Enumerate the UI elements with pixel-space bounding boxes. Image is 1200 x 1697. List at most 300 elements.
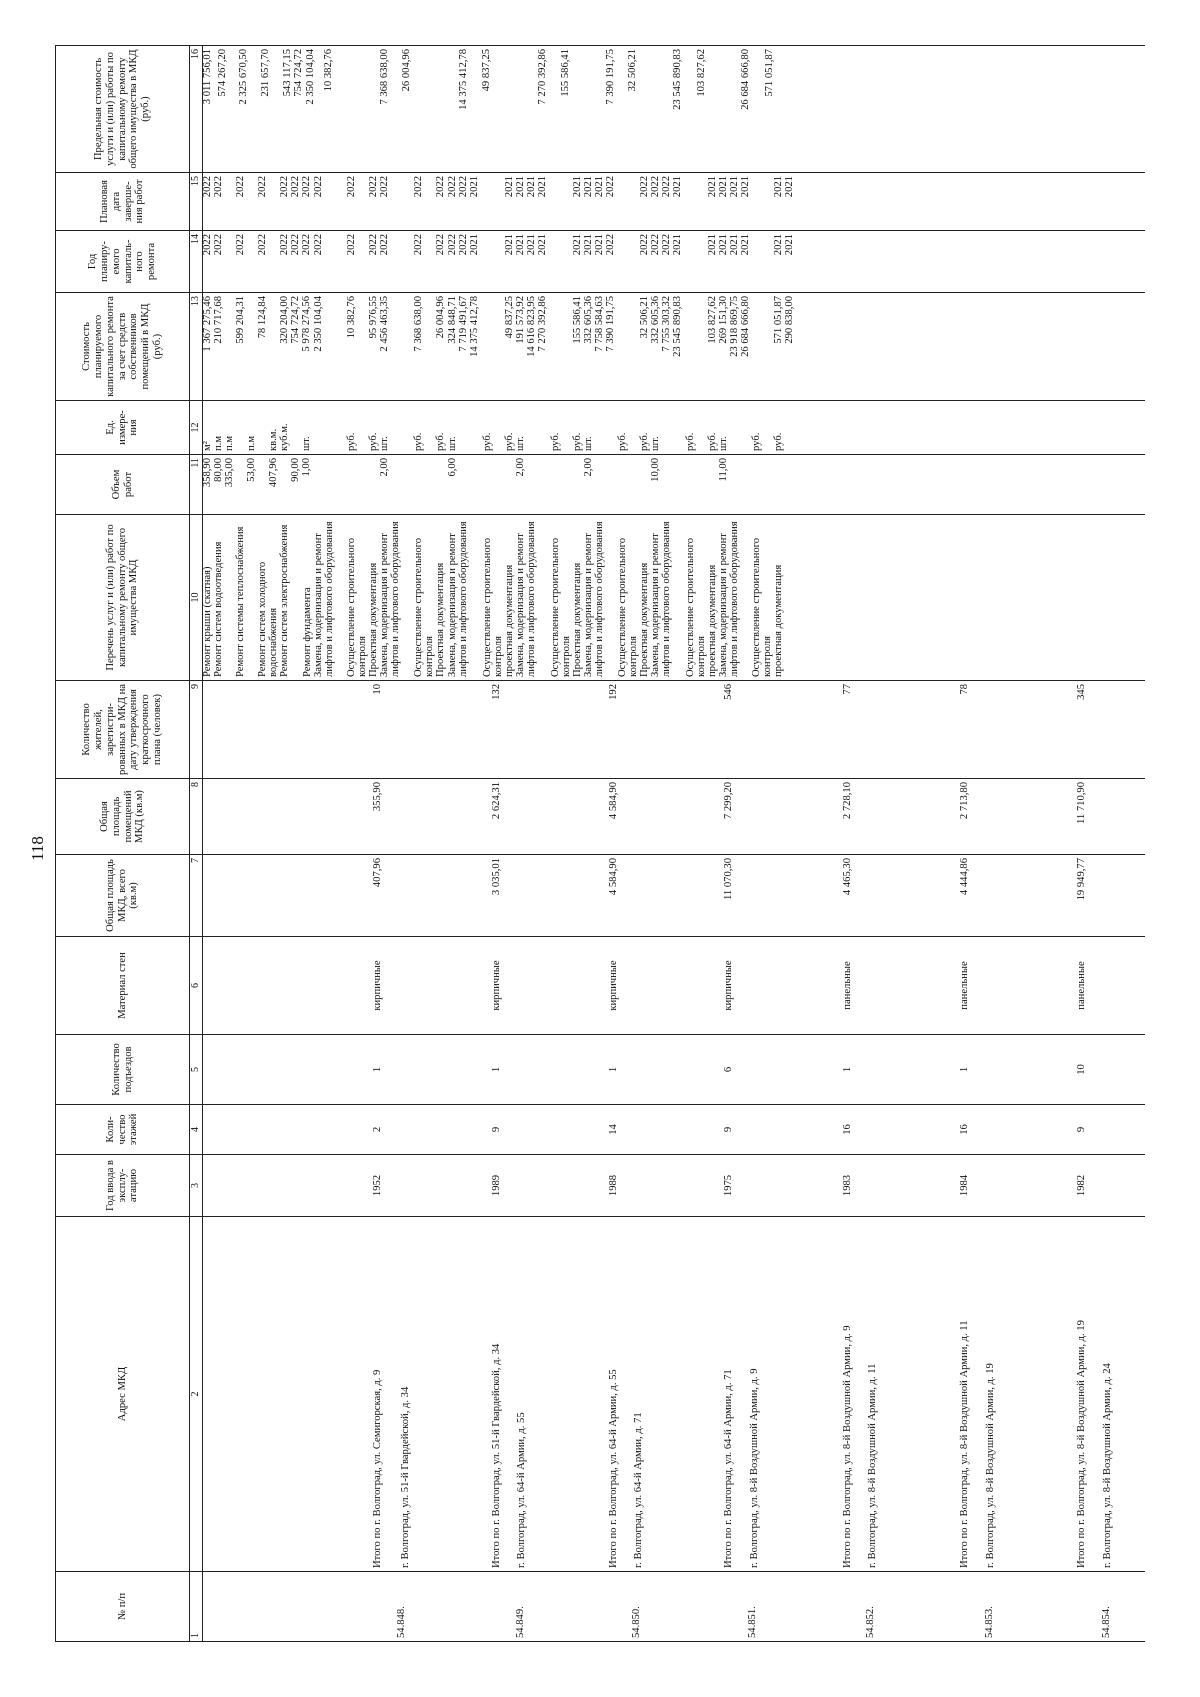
col3-entry: 1983 bbox=[842, 1174, 853, 1197]
col4-entry: 9 bbox=[1076, 1126, 1087, 1133]
column-content bbox=[203, 1108, 1145, 1151]
col16-entry: 231 657,70 bbox=[260, 49, 271, 97]
col13-entry: 10 382,76 bbox=[346, 296, 357, 339]
col15-entry: 2022 bbox=[605, 176, 616, 198]
body-cell-col10 bbox=[203, 515, 1146, 681]
col2-entry: г. Волгоград, ул. 51-й Гвардейской, д. 34 bbox=[400, 1386, 411, 1568]
col16-entry: 10 382,76 bbox=[323, 49, 334, 92]
col10-entry: Проектная документация bbox=[368, 562, 379, 677]
header-cell: Адрес МКД bbox=[56, 1217, 190, 1572]
col6-entry: панельные bbox=[1076, 961, 1087, 1010]
col13-entry: 320 204,00 bbox=[279, 296, 290, 344]
col11-entry: 358,90 bbox=[202, 458, 213, 488]
column-number: 2 bbox=[190, 1217, 203, 1572]
column-content bbox=[203, 518, 1145, 677]
col15-entry: 2021 bbox=[515, 176, 526, 198]
col11-entry: 90,00 bbox=[290, 458, 301, 482]
col4-entry: 2 bbox=[372, 1126, 383, 1133]
col12-entry: руб. bbox=[751, 432, 762, 451]
col14-entry: 2021 bbox=[784, 234, 795, 256]
col10-entry: Замена, модернизация и ремонт лифтов и лифтового оборудования bbox=[583, 521, 605, 677]
col13-entry: 5 978 274,56 bbox=[301, 296, 312, 352]
col16-entry: 26 004,96 bbox=[401, 49, 412, 92]
body-cell-col3 bbox=[203, 1155, 1146, 1217]
col7-entry: 19 949,77 bbox=[1076, 858, 1087, 901]
col2-entry: г. Волгоград, ул. 8-й Воздушной Армии, д. 11 bbox=[867, 1363, 878, 1568]
col8-entry: 11 710,90 bbox=[1076, 782, 1087, 824]
col10-entry: Осуществление строительного контроля bbox=[617, 537, 639, 677]
col13-entry: 23 918 869,75 bbox=[729, 296, 740, 357]
col6-entry: кирпичные bbox=[372, 960, 383, 1011]
col9-entry: 77 bbox=[842, 684, 853, 695]
column-number: 4 bbox=[190, 1105, 203, 1155]
col6-entry: кирпичные bbox=[491, 960, 502, 1011]
col15-entry: 2022 bbox=[413, 176, 424, 198]
column-number-row bbox=[190, 46, 203, 1642]
col15-entry: 2021 bbox=[718, 176, 729, 198]
col12-entry: руб. bbox=[639, 432, 650, 451]
col14-entry: 2021 bbox=[773, 234, 784, 256]
col15-entry: 2021 bbox=[504, 176, 515, 198]
col8-entry: 2 624,31 bbox=[491, 782, 502, 820]
col13-entry: 32 506,21 bbox=[639, 296, 650, 339]
col11-entry: 407,96 bbox=[268, 458, 279, 488]
col3-entry: 1982 bbox=[1076, 1174, 1087, 1197]
col12-entry: руб. bbox=[504, 432, 515, 451]
col9-entry: 78 bbox=[959, 684, 970, 695]
column-number: 7 bbox=[190, 855, 203, 937]
col1-entry: 54.854. bbox=[1101, 1606, 1112, 1638]
col3-entry: 1952 bbox=[372, 1174, 383, 1197]
col13-entry: 290 838,00 bbox=[784, 296, 795, 344]
col16-entry: 571 051,87 bbox=[764, 49, 775, 97]
col10-entry: Ремонт фундамента bbox=[302, 587, 313, 677]
col4-entry: 16 bbox=[842, 1124, 853, 1135]
header-cell: № п/п bbox=[56, 1572, 190, 1642]
col13-entry: 754 724,72 bbox=[290, 296, 301, 344]
col12-entry: п.м bbox=[213, 435, 224, 451]
col2-entry: г. Волгоград, ул. 8-й Воздушной Армии, д. 9 bbox=[749, 1368, 760, 1568]
col10-entry: Замена, модернизация и ремонт лифтов и лифтового оборудования bbox=[515, 521, 537, 677]
body-cell-col11 bbox=[203, 455, 1146, 515]
col14-entry: 2021 bbox=[594, 234, 605, 256]
col14-entry: 2021 bbox=[504, 234, 515, 256]
col12-entry: руб. bbox=[773, 432, 784, 451]
col12-entry: руб. bbox=[617, 432, 628, 451]
col12-entry: м² bbox=[202, 441, 213, 451]
col13-entry: 78 124,84 bbox=[257, 296, 268, 339]
col12-entry: шт. bbox=[583, 436, 594, 451]
col9-entry: 546 bbox=[723, 684, 734, 700]
header-cell: Год планиру-емого капиталь-ного ремонта bbox=[56, 231, 190, 293]
col15-entry: 2022 bbox=[458, 176, 469, 198]
header-cell: Коли-чество этажей bbox=[56, 1105, 190, 1155]
col1-entry: 54.848. bbox=[396, 1606, 407, 1638]
col11-entry: 10,00 bbox=[650, 458, 661, 482]
col10-entry: Осуществление строительного контроля bbox=[685, 537, 707, 677]
col2-entry: Итого по г. Волгоград, ул. 8-й Воздушной Армии, д. 9 bbox=[842, 1325, 853, 1568]
col13-entry: 14 375 412,78 bbox=[469, 296, 480, 357]
col14-entry: 2022 bbox=[458, 234, 469, 256]
col16-entry: 103 827,62 bbox=[696, 49, 707, 97]
col14-entry: 2022 bbox=[650, 234, 661, 256]
col16-entry: 14 375 412,78 bbox=[458, 49, 469, 110]
col15-entry: 2021 bbox=[526, 176, 537, 198]
col10-entry: Проектная документация bbox=[435, 562, 446, 677]
col14-entry: 2022 bbox=[447, 234, 458, 256]
col10-entry: Осуществление строительного контроля bbox=[550, 537, 572, 677]
column-content bbox=[203, 1575, 1145, 1638]
col16-entry: 574 267,20 bbox=[217, 49, 228, 97]
col14-entry: 2022 bbox=[290, 234, 301, 256]
col15-entry: 2021 bbox=[572, 176, 583, 198]
col15-entry: 2022 bbox=[213, 176, 224, 198]
col3-entry: 1975 bbox=[723, 1174, 734, 1197]
body-cell-col9 bbox=[203, 681, 1146, 779]
body-cell-col2 bbox=[203, 1217, 1146, 1572]
col12-entry: руб. bbox=[550, 432, 561, 451]
col12-entry: руб. bbox=[346, 432, 357, 451]
body-cell-col1 bbox=[203, 1572, 1146, 1642]
column-content bbox=[203, 404, 1145, 451]
col15-entry: 2021 bbox=[672, 176, 683, 198]
column-content bbox=[203, 296, 1145, 397]
col5-entry: 1 bbox=[842, 1066, 853, 1073]
col9-entry: 132 bbox=[491, 684, 502, 700]
col12-entry: руб. bbox=[435, 432, 446, 451]
col3-entry: 1984 bbox=[959, 1174, 970, 1197]
col11-entry: 2,00 bbox=[583, 458, 594, 477]
col12-entry: кв.м. bbox=[268, 428, 279, 451]
col7-entry: 4 444,86 bbox=[959, 858, 970, 896]
col13-entry: 2 350 104,04 bbox=[313, 296, 324, 352]
header-cell: Год ввода в эксплу-атацию bbox=[56, 1155, 190, 1217]
col10-entry: Ремонт крыши (скатная) bbox=[202, 566, 213, 677]
col12-entry: руб. bbox=[685, 432, 696, 451]
col15-entry: 2022 bbox=[346, 176, 357, 198]
column-content bbox=[203, 858, 1145, 933]
col15-entry: 2022 bbox=[301, 176, 312, 198]
header-cell: Общая площадь МКД, всего (кв.м) bbox=[56, 855, 190, 937]
col16-entry: 26 684 666,80 bbox=[740, 49, 751, 110]
column-content bbox=[203, 684, 1145, 775]
body-cell-col16 bbox=[203, 46, 1146, 173]
col13-entry: 7 719 491,67 bbox=[458, 296, 469, 352]
col10-entry: Замена, модернизация и ремонт лифтов и лифтового оборудования bbox=[650, 521, 672, 677]
col12-entry: руб. bbox=[368, 432, 379, 451]
header-cell: Количество подъездов bbox=[56, 1035, 190, 1105]
col11-entry: 80,00 bbox=[213, 458, 224, 482]
col14-entry: 2021 bbox=[729, 234, 740, 256]
body-cell-col6 bbox=[203, 937, 1146, 1035]
col2-entry: Итого по г. Волгоград, ул. 8-й Воздушной Армии, д. 19 bbox=[1076, 1320, 1087, 1568]
col10-entry: проектная документация bbox=[504, 564, 515, 677]
col13-entry: 571 051,87 bbox=[773, 296, 784, 344]
col13-entry: 155 586,41 bbox=[572, 296, 583, 344]
column-content bbox=[203, 176, 1145, 227]
col1-entry: 54.849. bbox=[515, 1606, 526, 1638]
col5-entry: 1 bbox=[491, 1066, 502, 1073]
col10-entry: Ремонт системы теплоснабжения bbox=[235, 526, 246, 677]
col15-entry: 2022 bbox=[650, 176, 661, 198]
column-number: 11 bbox=[190, 455, 203, 515]
header-cell: Количество жителей, зарегистри-рованных в МКД на дату утверждения краткосрочного плана (человек) bbox=[56, 681, 190, 779]
header-cell: Перечень услуг и (или) работ по капитальному ремонту общего имущества МКД bbox=[56, 515, 190, 681]
col6-entry: кирпичные bbox=[608, 960, 619, 1011]
col6-entry: кирпичные bbox=[723, 960, 734, 1011]
column-content bbox=[203, 49, 1145, 169]
col15-entry: 2021 bbox=[594, 176, 605, 198]
col13-entry: 7 755 303,32 bbox=[661, 296, 672, 352]
column-number: 9 bbox=[190, 681, 203, 779]
column-content bbox=[203, 1220, 1145, 1568]
col13-entry: 332 605,36 bbox=[583, 296, 594, 344]
col15-entry: 2021 bbox=[469, 176, 480, 198]
col14-entry: 2022 bbox=[435, 234, 446, 256]
header-cell: Объем работ bbox=[56, 455, 190, 515]
col5-entry: 10 bbox=[1076, 1064, 1087, 1075]
col15-entry: 2022 bbox=[379, 176, 390, 198]
col12-entry: руб. bbox=[707, 432, 718, 451]
body-cell-col12 bbox=[203, 401, 1146, 455]
col8-entry: 4 584,90 bbox=[608, 782, 619, 820]
column-number: 16 bbox=[190, 46, 203, 173]
col13-entry: 269 151,30 bbox=[718, 296, 729, 344]
header-cell: Ед. измере-ния bbox=[56, 401, 190, 455]
col15-entry: 2021 bbox=[537, 176, 548, 198]
col15-entry: 2022 bbox=[235, 176, 246, 198]
column-number: 5 bbox=[190, 1035, 203, 1105]
column-number: 10 bbox=[190, 515, 203, 681]
column-number: 14 bbox=[190, 231, 203, 293]
body-cell-col7 bbox=[203, 855, 1146, 937]
col15-entry: 2021 bbox=[740, 176, 751, 198]
col4-entry: 9 bbox=[723, 1126, 734, 1133]
col12-entry: шт. bbox=[301, 436, 312, 451]
col14-entry: 2022 bbox=[368, 234, 379, 256]
col9-entry: 10 bbox=[372, 684, 383, 695]
col8-entry: 7 299,20 bbox=[723, 782, 734, 820]
col10-entry: Замена, модернизация и ремонт лифтов и лифтового оборудования bbox=[313, 521, 335, 677]
column-number: 8 bbox=[190, 779, 203, 855]
repair-plan-table bbox=[55, 45, 1145, 1642]
col13-entry: 23 545 890,83 bbox=[672, 296, 683, 357]
col3-entry: 1988 bbox=[608, 1174, 619, 1197]
col13-entry: 26 684 666,80 bbox=[740, 296, 751, 357]
col13-entry: 210 717,68 bbox=[213, 296, 224, 344]
col7-entry: 407,96 bbox=[372, 858, 383, 888]
column-content bbox=[203, 458, 1145, 511]
col15-entry: 2021 bbox=[784, 176, 795, 198]
column-number: 6 bbox=[190, 937, 203, 1035]
col9-entry: 345 bbox=[1076, 684, 1087, 700]
col2-entry: Итого по г. Волгоград, ул. Семигорская, д. 9 bbox=[372, 1369, 383, 1568]
col15-entry: 2022 bbox=[313, 176, 324, 198]
col12-entry: шт. bbox=[650, 436, 661, 451]
col11-entry: 335,00 bbox=[224, 458, 235, 488]
col16-entry: 2 350 104,04 bbox=[305, 49, 316, 105]
column-content bbox=[203, 940, 1145, 1031]
col12-entry: шт. bbox=[515, 436, 526, 451]
col14-entry: 2022 bbox=[301, 234, 312, 256]
col14-entry: 2022 bbox=[257, 234, 268, 256]
col16-entry: 32 506,21 bbox=[627, 49, 638, 92]
col13-entry: 1 367 275,46 bbox=[202, 296, 213, 352]
col13-entry: 7 368 638,00 bbox=[413, 296, 424, 352]
column-content bbox=[203, 234, 1145, 289]
col13-entry: 2 456 463,35 bbox=[379, 296, 390, 352]
col16-entry: 49 837,25 bbox=[481, 49, 492, 92]
col14-entry: 2022 bbox=[661, 234, 672, 256]
col13-entry: 599 204,31 bbox=[235, 296, 246, 344]
table-body-row bbox=[203, 46, 1146, 1642]
col7-entry: 4 465,30 bbox=[842, 858, 853, 896]
body-cell-col13 bbox=[203, 293, 1146, 401]
col15-entry: 2022 bbox=[202, 176, 213, 198]
col4-entry: 14 bbox=[608, 1124, 619, 1135]
col14-entry: 2022 bbox=[639, 234, 650, 256]
col14-entry: 2021 bbox=[572, 234, 583, 256]
header-cell: Плановая дата заверше-ния работ bbox=[56, 173, 190, 231]
col15-entry: 2022 bbox=[639, 176, 650, 198]
col13-entry: 49 837,25 bbox=[504, 296, 515, 339]
col14-entry: 2022 bbox=[279, 234, 290, 256]
col15-entry: 2022 bbox=[368, 176, 379, 198]
col15-entry: 2021 bbox=[707, 176, 718, 198]
col13-entry: 7 270 392,86 bbox=[537, 296, 548, 352]
body-cell-col15 bbox=[203, 173, 1146, 231]
col1-entry: 54.853. bbox=[984, 1606, 995, 1638]
col12-entry: п.м bbox=[246, 435, 257, 451]
col14-entry: 2021 bbox=[672, 234, 683, 256]
col13-entry: 95 976,55 bbox=[368, 296, 379, 339]
col12-entry: руб. bbox=[572, 432, 583, 451]
col15-entry: 2022 bbox=[290, 176, 301, 198]
col2-entry: Итого по г. Волгоград, ул. 8-й Воздушной Армии, д. 11 bbox=[959, 1320, 970, 1568]
column-number: 13 bbox=[190, 293, 203, 401]
col2-entry: Итого по г. Волгоград, ул. 51-й Гвардейской, д. 34 bbox=[491, 1343, 502, 1568]
col14-entry: 2021 bbox=[707, 234, 718, 256]
col12-entry: руб. bbox=[413, 432, 424, 451]
header-cell: Материал стен bbox=[56, 937, 190, 1035]
col16-entry: 155 586,41 bbox=[560, 49, 571, 97]
col7-entry: 4 584,90 bbox=[608, 858, 619, 896]
col13-entry: 14 616 823,95 bbox=[526, 296, 537, 357]
header-cell: Общая площадь помещений МКД (кв.м) bbox=[56, 779, 190, 855]
col13-entry: 191 573,92 bbox=[515, 296, 526, 344]
col16-entry: 3 011 756,01 bbox=[202, 49, 213, 105]
col16-entry: 7 368 638,00 bbox=[379, 49, 390, 105]
col1-entry: 54.852. bbox=[865, 1606, 876, 1638]
body-cell-col14 bbox=[203, 231, 1146, 293]
header-cell: Предельная стоимость услуги и (или) работы по капитальному ремонту общего имущества в МКД (руб.) bbox=[56, 46, 190, 173]
body-cell-col4 bbox=[203, 1105, 1146, 1155]
col10-entry: Ремонт систем электроснабжения bbox=[279, 524, 290, 677]
col11-entry: 53,00 bbox=[246, 458, 257, 482]
col12-entry: руб. bbox=[482, 432, 493, 451]
column-number: 12 bbox=[190, 401, 203, 455]
col4-entry: 16 bbox=[959, 1124, 970, 1135]
col8-entry: 2 713,80 bbox=[959, 782, 970, 820]
col14-entry: 2022 bbox=[235, 234, 246, 256]
col10-entry: проектная документация bbox=[773, 564, 784, 677]
col14-entry: 2021 bbox=[583, 234, 594, 256]
col6-entry: панельные bbox=[959, 961, 970, 1010]
body-cell-col5 bbox=[203, 1035, 1146, 1105]
col14-entry: 2022 bbox=[605, 234, 616, 256]
col15-entry: 2022 bbox=[661, 176, 672, 198]
col16-entry: 2 325 670,50 bbox=[238, 49, 249, 105]
col15-entry: 2022 bbox=[279, 176, 290, 198]
col16-entry: 23 545 890,83 bbox=[672, 49, 683, 110]
col10-entry: Ремонт систем холодного водоснабжения bbox=[257, 561, 279, 677]
col15-entry: 2021 bbox=[773, 176, 784, 198]
col7-entry: 3 035,01 bbox=[491, 858, 502, 896]
column-number: 3 bbox=[190, 1155, 203, 1217]
col12-entry: шт. bbox=[379, 436, 390, 451]
col13-entry: 7 758 584,63 bbox=[594, 296, 605, 352]
col16-entry: 543 117,15 bbox=[282, 49, 293, 97]
col14-entry: 2022 bbox=[413, 234, 424, 256]
col14-entry: 2021 bbox=[526, 234, 537, 256]
col10-entry: проектная документация bbox=[707, 564, 718, 677]
col10-entry: Осуществление строительного контроля bbox=[751, 537, 773, 677]
col1-entry: 54.851. bbox=[747, 1606, 758, 1638]
col10-entry: Проектная документация bbox=[639, 562, 650, 677]
col5-entry: 1 bbox=[372, 1066, 383, 1073]
body-cell-col8 bbox=[203, 779, 1146, 855]
col15-entry: 2021 bbox=[583, 176, 594, 198]
col10-entry: Замена, модернизация и ремонт лифтов и лифтового оборудования bbox=[718, 521, 740, 677]
col13-entry: 26 004,96 bbox=[435, 296, 446, 339]
col15-entry: 2022 bbox=[447, 176, 458, 198]
col13-entry: 103 827,62 bbox=[707, 296, 718, 344]
col15-entry: 2021 bbox=[729, 176, 740, 198]
col2-entry: г. Волгоград, ул. 64-й Армии, д. 55 bbox=[516, 1412, 527, 1568]
col2-entry: Итого по г. Волгоград, ул. 64-й Армии, д. 55 bbox=[608, 1369, 619, 1568]
col14-entry: 2021 bbox=[515, 234, 526, 256]
col11-entry: 11,00 bbox=[718, 458, 729, 482]
col10-entry: Осуществление строительного контроля bbox=[482, 537, 504, 677]
col16-entry: 7 390 191,75 bbox=[605, 49, 616, 105]
col11-entry: 6,00 bbox=[447, 458, 458, 477]
col12-entry: шт. bbox=[718, 436, 729, 451]
col4-entry: 9 bbox=[491, 1126, 502, 1133]
col5-entry: 6 bbox=[723, 1066, 734, 1073]
col13-entry: 324 848,71 bbox=[447, 296, 458, 344]
col10-entry: Осуществление строительного контроля bbox=[413, 537, 435, 677]
col14-entry: 2022 bbox=[313, 234, 324, 256]
page-number: 118 bbox=[28, 836, 47, 861]
column-content bbox=[203, 1038, 1145, 1101]
col2-entry: г. Волгоград, ул. 8-й Воздушной Армии, д. 24 bbox=[1102, 1363, 1113, 1568]
col2-entry: г. Волгоград, ул. 8-й Воздушной Армии, д. 19 bbox=[985, 1363, 996, 1568]
col10-entry: Проектная документация bbox=[572, 562, 583, 677]
column-content bbox=[203, 782, 1145, 851]
col10-entry: Замена, модернизация и ремонт лифтов и лифтового оборудования bbox=[447, 521, 469, 677]
col15-entry: 2022 bbox=[257, 176, 268, 198]
col15-entry: 2022 bbox=[435, 176, 446, 198]
col12-entry: п.м bbox=[224, 435, 235, 451]
col1-entry: 54.850. bbox=[631, 1606, 642, 1638]
col16-entry: 754 724,72 bbox=[293, 49, 304, 97]
column-content bbox=[203, 1158, 1145, 1213]
col12-entry: шт. bbox=[447, 436, 458, 451]
col5-entry: 1 bbox=[608, 1066, 619, 1073]
col13-entry: 7 390 191,75 bbox=[605, 296, 616, 352]
col10-entry: Замена, модернизация и ремонт лифтов и лифтового оборудования bbox=[379, 521, 401, 677]
header-cell: Стоимость планируемого капитального ремонта за счет средств собственников помещений в МКД (руб.) bbox=[56, 293, 190, 401]
